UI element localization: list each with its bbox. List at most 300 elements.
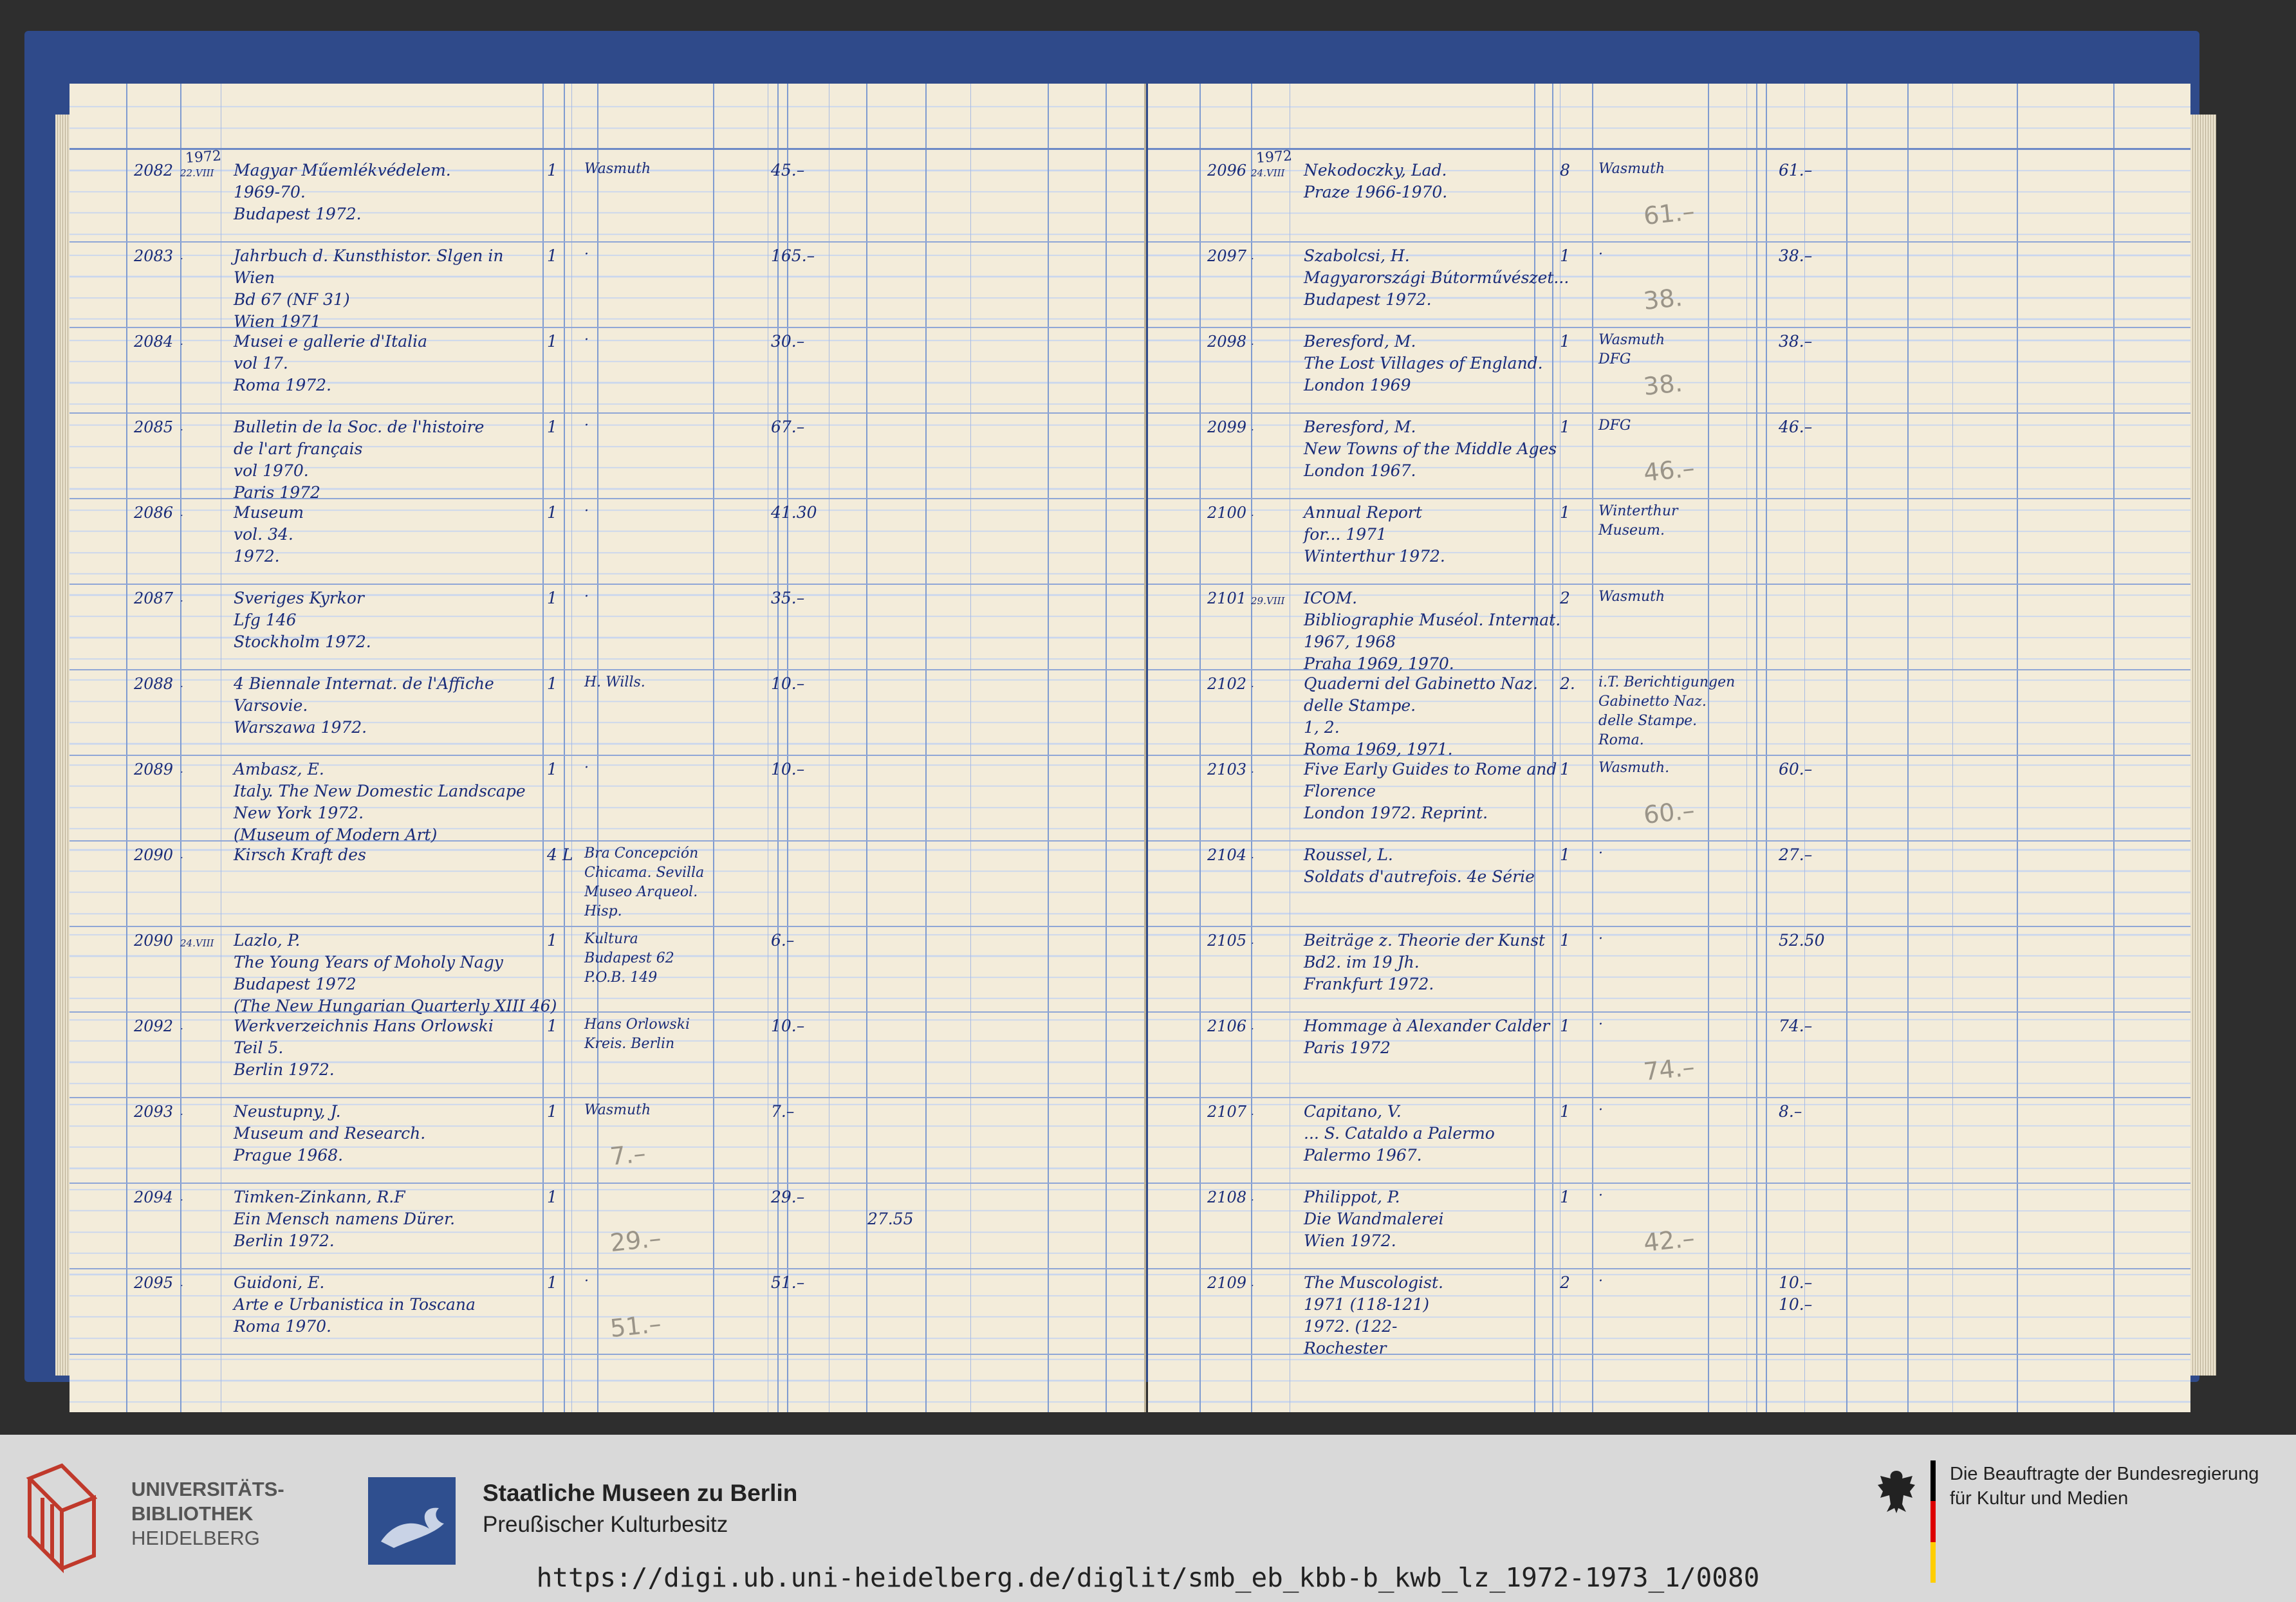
entry-number: 2082 [134,161,174,180]
entry-title [234,844,366,866]
header-rule [1148,148,2190,150]
entry-source-line: Roma. [1598,732,1644,748]
entry-quantity: 1 [1560,1102,1570,1121]
entry-quantity: 1 [1560,760,1570,778]
entry-date: · [1251,338,1254,350]
ledger-page-left [69,84,1146,1412]
entry-quantity: 2 [1560,1273,1570,1292]
entry-number: 2098 [1207,333,1247,351]
entry-title-line: Szabolcsi, H. [1304,246,1410,265]
entry-title-line: The Muscologist. [1304,1273,1443,1292]
entry-date: · [180,595,183,607]
entry-title-line: Beresford, M. [1304,332,1416,351]
entry-date: · [180,424,183,436]
entry-number: 2090 [134,932,174,950]
entry-quantity: 1 [547,589,557,607]
entry-title-line: Paris 1972 [1304,1038,1391,1057]
entry-separator [69,327,1144,328]
entry-date: 24.VIII [180,937,214,949]
entry-source [584,673,645,692]
entry-title-line: Museum and Research. [234,1124,426,1143]
entry-title-line: Wien 1971 [234,312,321,331]
entry-number: 2106 [1207,1017,1247,1035]
entry-title [1304,331,1543,396]
entry-separator [1148,1268,2190,1269]
entry-source-line: · [1598,1273,1603,1289]
entry-quantity: 1 [547,246,557,265]
entry-date: · [1251,1023,1254,1035]
entry-quantity: 8 [1560,161,1570,180]
entry-source [584,331,589,350]
entry-number: 2094 [134,1188,174,1206]
entry-source-line: Bra Concepción [584,845,699,861]
entry-title-line: (Museum of Modern Art) [234,825,438,844]
entry-title-line: Musei e gallerie d'Italia [234,332,427,351]
entry-separator [1148,1011,2190,1013]
column-rule [1907,84,1909,1412]
entry-quantity: 1 [547,674,557,693]
entry-title-line: ... S. Cataldo a Palermo [1304,1124,1495,1143]
entry-title [234,1101,425,1166]
column-rule [713,84,714,1412]
entry-title-line: Budapest 1972 [234,975,356,993]
entry-price: 30.– [771,332,805,351]
entry-title-line: Frankfurt 1972. [1304,975,1434,993]
entry-title-line: Teil 5. [234,1038,284,1057]
entry-price: 38.– [1779,246,1813,265]
pencil-annotation: 60.– [1642,795,1696,830]
entry-price: 46.– [1779,418,1813,436]
entry-source-line: · [1598,1017,1603,1033]
ub-line-3: HEIDELBERG [131,1527,260,1549]
entry-source-line: · [584,760,589,776]
entry-number: 2108 [1207,1188,1247,1206]
entry-separator [1148,584,2190,585]
entry-title-line: Hommage à Alexander Calder [1304,1017,1550,1035]
entry-separator [69,1183,1144,1184]
entry-title-line: Capitano, V. [1304,1102,1402,1121]
entry-quantity: 1 [547,1102,557,1121]
entry-title-line: Soldats d'autrefois. 4e Série [1304,867,1535,886]
entry-title-line: Roma 1970. [234,1317,332,1336]
entry-quantity: 2. [1560,674,1575,693]
entry-title-line: 1971 (118-121) [1304,1295,1429,1314]
pencil-annotation: 38. [1642,368,1684,401]
entry-separator [69,412,1144,414]
entry-title-line: Paris 1972 [234,483,320,502]
entry-quantity: 4 L [547,845,573,864]
entry-date: · [180,510,183,521]
ub-line-1: UNIVERSITÄTS- [131,1478,284,1500]
footer-bar [0,1435,2296,1602]
entry-source [584,587,589,607]
entry-source-line: delle Stampe. [1598,713,1698,729]
entry-title-line: Rochester [1304,1339,1387,1358]
entry-title-line: Philippot, P. [1304,1188,1400,1206]
entry-source [584,502,589,521]
entry-date: · [180,1023,183,1035]
entry-title-line: Florence [1304,782,1376,800]
entry-title-line: Roma 1972. [234,376,332,394]
entry-title [1304,673,1538,760]
entry-separator [1148,840,2190,842]
column-rule [787,84,788,1412]
entry-number: 2088 [134,675,174,693]
entry-source [1598,502,1678,540]
entry-title [234,673,494,739]
entry-number: 2101 [1207,589,1247,607]
entry-title [234,1272,476,1338]
entry-title-line: Italy. The New Domestic Landscape [234,782,526,800]
page-edges-right [2190,115,2216,1376]
entry-title [1304,160,1447,203]
entry-number: 2105 [1207,932,1247,950]
entry-quantity: 1 [1560,503,1570,522]
column-rule [1756,84,1757,1412]
entry-source-line: · [1598,1102,1603,1118]
entry-title-line: Sveriges Kyrkor [234,589,364,607]
smb-eagle-logo [368,1477,456,1565]
entry-title-line: Berlin 1972. [234,1231,335,1250]
entry-date: · [1251,253,1254,264]
entry-separator [69,498,1144,499]
entry-date: · [1251,937,1254,949]
entry-title-line: Annual Report [1304,503,1422,522]
entry-quantity: 1 [547,931,557,950]
entry-title [1304,416,1557,482]
entry-title [1304,1272,1443,1359]
entry-quantity: 1 [547,760,557,778]
entry-date: · [1251,681,1254,692]
column-rule [180,84,181,1412]
column-rule [1592,84,1593,1412]
ledger-book [24,31,2199,1382]
entry-date: · [1251,424,1254,436]
entry-price: 45.– [771,161,805,180]
entry-number: 2086 [134,504,174,522]
entry-price: 8.– [1779,1102,1802,1121]
entry-source [584,844,704,921]
ub-line-2: BIBLIOTHEK [131,1502,254,1525]
entry-title-line: Nekodoczky, Lad. [1304,161,1447,180]
entry-title-line: The Young Years of Moholy Nagy [234,953,503,971]
entry-quantity: 1 [1560,1017,1570,1035]
entry-source-line: Museo Arqueol. [584,884,698,900]
entry-separator [1148,926,2190,927]
entry-title-line: Varsovie. [234,696,308,715]
entry-title-line: Warszawa 1972. [234,718,367,737]
entry-source-line: · [1598,845,1603,861]
entry-title [234,930,557,1017]
entry-quantity: 1 [1560,845,1570,864]
entry-source [1598,930,1603,949]
entry-date: 24.VIII [1251,167,1285,179]
entry-title-line: Five Early Guides to Rome and [1304,760,1557,778]
entry-title-line: Bd2. im 19 Jh. [1304,953,1420,971]
entry-title-line: Quaderni del Gabinetto Naz. [1304,674,1538,693]
year-heading: 1972 [185,148,222,167]
entry-date: · [180,1280,183,1291]
entry-source [1598,1186,1603,1206]
entry-number: 2104 [1207,846,1247,864]
entry-date: · [180,253,183,264]
entry-source-line: · [584,1273,589,1289]
entry-title-line: Palermo 1967. [1304,1146,1422,1165]
entry-source-line: DFG [1598,418,1631,434]
entry-date: · [180,766,183,778]
entry-quantity: 2 [1560,589,1570,607]
column-rule [2113,84,2115,1412]
entry-date: · [1251,1109,1254,1120]
entry-source-line: Winterthur [1598,503,1678,519]
entry-source [584,245,589,264]
entry-source [584,160,651,179]
column-rule [542,84,544,1412]
entry-title [234,1186,455,1252]
pencil-annotation: 74.– [1642,1052,1696,1087]
entry-title-line: Beresford, M. [1304,418,1416,436]
entry-date: · [1251,766,1254,778]
entry-title-line: Roussel, L. [1304,845,1393,864]
header-rule [69,148,1144,150]
pencil-annotation: 38. [1642,282,1684,316]
column-rule [1952,84,1953,1412]
entry-title [1304,245,1569,311]
entry-price: 41.30 [771,503,817,522]
entry-separator [69,755,1144,756]
entry-number: 2092 [134,1017,174,1035]
entry-quantity: 1 [547,1188,557,1206]
entry-separator [1148,1097,2190,1098]
column-rule [1804,84,1805,1412]
entry-source-line: Kreis. Berlin [584,1036,675,1052]
entry-source [1598,1015,1603,1035]
entry-source [1598,245,1603,264]
entry-source [584,759,589,778]
entry-title-line: Stockholm 1972. [234,632,371,651]
entry-title-line: Museum [234,503,304,522]
entry-source [1598,1272,1603,1291]
entry-source [1598,331,1665,369]
pencil-annotation: 42.– [1642,1223,1696,1258]
entry-quantity: 1 [1560,931,1570,950]
entry-title-line: Guidoni, E. [234,1273,325,1292]
entry-title-line: (The New Hungarian Quarterly XIII 46) [234,997,557,1015]
column-rule [1251,84,1252,1412]
entry-number: 2103 [1207,760,1247,778]
entry-source [1598,587,1665,607]
entry-price: 10.– [771,1017,805,1035]
entry-title-line: London 1969 [1304,376,1411,394]
entry-title [234,416,484,504]
entry-date: · [1251,1280,1254,1291]
pencil-annotation: 51.– [608,1309,663,1343]
entry-title-line: Beiträge z. Theorie der Kunst [1304,931,1546,950]
entry-title-line: 1972. (122- [1304,1317,1398,1336]
entry-number: 2085 [134,418,174,436]
entry-title-line: Kirsch Kraft des [234,845,366,864]
ledger-page-right [1148,84,2190,1412]
entry-number: 2084 [134,333,174,351]
entry-source [584,1015,690,1054]
entry-title-line: vol 17. [234,354,288,373]
entry-price-secondary: 27.55 [867,1210,914,1228]
bkm-wordmark [1950,1462,2259,1511]
entry-title [234,245,503,333]
entry-source-line: Hisp. [584,903,622,919]
entry-source [1598,416,1631,436]
entry-source-line: Gabinetto Naz. [1598,694,1707,710]
entry-source-line: Kultura [584,931,638,947]
eagle-icon [368,1477,456,1565]
pencil-annotation: 61.– [1642,196,1696,231]
entry-title [1304,1186,1443,1252]
entry-title-line: New Towns of the Middle Ages [1304,439,1557,458]
entry-title-line: Arte e Urbanistica in Toscana [234,1295,476,1314]
entry-title [234,160,451,225]
entry-title-line: Bibliographie Muséol. Internat. [1304,611,1561,629]
entry-price: 10.– [771,760,805,778]
column-rule [2017,84,2018,1412]
entry-source-line: · [1598,931,1603,947]
entry-price: 10.– [771,674,805,693]
entry-number: 2087 [134,589,174,607]
year-heading: 1972 [1255,148,1293,167]
column-rule [564,84,565,1412]
entry-separator [69,840,1144,842]
entry-date: 29.VIII [1251,595,1285,607]
entry-quantity: 1 [1560,332,1570,351]
entry-title [1304,1015,1550,1059]
entry-number: 2099 [1207,418,1247,436]
entry-date: 22.VIII [180,167,214,179]
entry-price: 52.50 [1779,931,1825,950]
entry-title-line: vol. 34. [234,525,293,544]
entry-quantity: 1 [1560,246,1570,265]
entry-source [1598,160,1665,179]
entry-source-line: Museum. [1598,522,1665,539]
column-rule [777,84,779,1412]
entry-date: · [180,1194,183,1206]
entry-date: · [1251,1194,1254,1206]
entry-price: 67.– [771,418,805,436]
entry-quantity: 1 [547,418,557,436]
entry-price: 38.– [1779,332,1813,351]
entry-title-line: Wien [234,268,275,287]
entry-title-line: ICOM. [1304,589,1358,607]
entry-title-line: 1972. [234,547,280,566]
entry-source-line: Chicama. Sevilla [584,865,705,881]
entry-title-line: Budapest 1972. [1304,290,1432,309]
entry-number: 2090 [134,846,174,864]
entry-separator [69,669,1144,670]
entry-source-line: · [1598,1188,1603,1204]
entry-title-line: New York 1972. [234,804,364,822]
entry-title-line: Wien 1972. [1304,1231,1396,1250]
entry-source-line: · [584,246,589,262]
entry-source-line: DFG [1598,351,1631,367]
entry-price: 27.– [1779,845,1813,864]
entry-price: 51.– [771,1273,805,1292]
entry-number: 2089 [134,760,174,778]
entry-source-line: Wasmuth [584,161,651,177]
entry-date: · [1251,510,1254,521]
entry-separator [1148,1183,2190,1184]
entry-title-line: Die Wandmalerei [1304,1210,1444,1228]
entry-title [234,331,427,396]
entry-title-line: Lfg 146 [234,611,297,629]
entry-title-line: Bulletin de la Soc. de l'histoire [234,418,485,436]
entry-price: 10.– [1779,1273,1813,1292]
pencil-annotation: 7.– [608,1139,647,1171]
entry-source-line: Wasmuth [1598,332,1665,348]
entry-price: 35.– [771,589,805,607]
column-rule [970,84,971,1412]
entry-separator [1148,241,2190,243]
entry-title-line: Ambasz, E. [234,760,324,778]
entry-number: 2093 [134,1103,174,1121]
entry-title [1304,1101,1495,1166]
entry-title-line: Berlin 1972. [234,1060,335,1079]
entry-quantity: 1 [547,161,557,180]
entry-source [584,1101,651,1120]
column-rule [1766,84,1767,1412]
entry-title-line: Lazlo, P. [234,931,301,950]
permalink-url[interactable]: https://digi.ub.uni-heidelberg.de/diglit/smb_eb_kbb-b_kwb_lz_1972-1973_1/0080 [536,1562,1760,1593]
entry-quantity: 1 [547,503,557,522]
entry-separator [69,1011,1144,1013]
entry-title-line: Winterthur 1972. [1304,547,1445,566]
entry-title-line: 4 Biennale Internat. de l'Affiche [234,674,494,693]
ub-wordmark [131,1477,284,1551]
column-rule [1199,84,1201,1412]
entry-title [1304,930,1545,995]
entry-source-line: Wasmuth [584,1102,651,1118]
column-rule [1746,84,1747,1412]
entry-source [584,416,589,436]
entry-source-line: Hans Orlowski [584,1017,690,1033]
entry-title-line: The Lost Villages of England. [1304,354,1543,373]
entry-source-line: Budapest 62 [584,950,674,966]
entry-price: 165.– [771,246,815,265]
entry-source [1598,759,1669,778]
entry-source [584,1272,589,1291]
pencil-annotation: 46.– [1642,453,1696,488]
entry-title-line: Bd 67 (NF 31) [234,290,350,309]
entry-source-line: · [584,418,589,434]
column-rule [1048,84,1049,1412]
entry-source-line: · [1598,246,1603,262]
entry-quantity: 1 [1560,418,1570,436]
entry-number: 2097 [1207,247,1247,265]
entry-separator [69,1354,1144,1355]
entry-title [234,759,526,846]
entry-quantity: 1 [547,1273,557,1292]
entry-price: 74.– [1779,1017,1813,1035]
entry-title-line: Ein Mensch namens Dürer. [234,1210,456,1228]
entry-separator [69,241,1144,243]
entry-title-line: delle Stampe. [1304,696,1416,715]
entry-date: · [180,681,183,692]
entry-quantity: 1 [547,1017,557,1035]
entry-number: 2107 [1207,1103,1247,1121]
entry-source [1598,844,1603,863]
entry-source-line: Wasmuth. [1598,760,1670,776]
column-rule [925,84,927,1412]
entry-title [234,587,371,653]
entry-source-line: · [584,503,589,519]
entry-title [234,1015,494,1081]
